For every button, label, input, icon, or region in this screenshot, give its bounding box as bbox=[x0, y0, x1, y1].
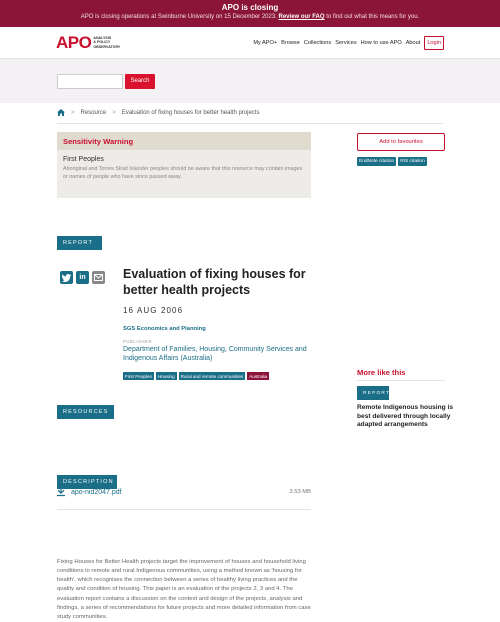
sidebar-actions bbox=[357, 130, 445, 166]
breadcrumb-current: Evaluation of fixing houses for better health projects bbox=[121, 110, 260, 116]
nav-how-to-use[interactable]: How to use APO bbox=[360, 39, 402, 46]
tag-australia[interactable]: Australia bbox=[249, 373, 268, 379]
nav-about[interactable]: About bbox=[405, 39, 421, 46]
report-type-label: REPORT bbox=[57, 236, 102, 250]
breadcrumb-separator: > bbox=[71, 110, 75, 116]
publisher-name[interactable]: Department of Families, Housing, Community Services and Indigenous Affairs (Australia) bbox=[123, 346, 307, 362]
banner-text-before: APO is closing operations at Swinburne University on 15 December 2023. bbox=[80, 14, 277, 20]
warning-title: First Peoples bbox=[63, 156, 104, 163]
main-nav bbox=[253, 36, 444, 50]
related-resource-link[interactable]: Remote Indigenous housing is best delivered through locally adapted arrangements bbox=[357, 404, 453, 429]
logo-mark: APO bbox=[56, 33, 92, 52]
ris-citation-button[interactable]: RIS citation bbox=[400, 159, 425, 164]
site-header bbox=[0, 27, 500, 59]
more-like-divider bbox=[357, 380, 445, 381]
twitter-icon[interactable] bbox=[60, 271, 73, 284]
search-button[interactable]: Search bbox=[125, 74, 155, 89]
breadcrumb-separator: > bbox=[112, 110, 116, 116]
tag-first-peoples[interactable]: First Peoples bbox=[125, 373, 152, 379]
description-label: DESCRIPTION bbox=[57, 475, 117, 489]
document-author[interactable]: SGS Economics and Planning bbox=[123, 326, 206, 332]
banner-text-after: to find out what this means for you. bbox=[326, 14, 420, 20]
file-size: 3.53 MB bbox=[289, 489, 311, 495]
resources-label: RESOURCES bbox=[57, 405, 114, 419]
share-icons bbox=[60, 271, 105, 284]
sensitivity-warning bbox=[57, 132, 311, 198]
breadcrumb-resource[interactable]: Resource bbox=[80, 110, 107, 116]
home-icon[interactable] bbox=[57, 109, 65, 118]
more-like-this-heading: More like this bbox=[357, 368, 406, 377]
nav-services[interactable]: Services bbox=[335, 39, 357, 46]
tag-list bbox=[123, 372, 269, 380]
search-bar bbox=[0, 59, 500, 103]
faq-link[interactable]: Review our FAQ bbox=[278, 14, 325, 20]
logo-subtitle: ANALYSIS & POLICY OBSERVATORY bbox=[93, 36, 121, 49]
tag-housing[interactable]: Housing bbox=[157, 373, 175, 379]
search-input[interactable] bbox=[57, 74, 123, 89]
closing-banner bbox=[0, 0, 500, 27]
breadcrumb bbox=[0, 103, 500, 123]
apo-logo[interactable] bbox=[56, 34, 120, 51]
breadcrumb-divider bbox=[57, 123, 443, 124]
file-divider bbox=[57, 509, 311, 510]
nav-collections[interactable]: Collections bbox=[303, 39, 332, 46]
publisher-label: PUBLISHER bbox=[123, 339, 153, 344]
banner-text bbox=[0, 14, 500, 20]
document-title: Evaluation of fixing houses for better health projects bbox=[123, 267, 306, 298]
warning-text: Aboriginal and Torres Strait Islander peoples should be aware that this resource may contain images or names of people who have since passed away. bbox=[63, 166, 303, 181]
nav-my-apo[interactable]: My APO+ bbox=[253, 39, 278, 46]
more-report-label: REPORT bbox=[357, 386, 389, 400]
tag-rural-remote[interactable]: Rural and remote communities bbox=[180, 373, 244, 379]
endnote-citation-button[interactable]: EndNote citation bbox=[359, 159, 395, 164]
linkedin-icon[interactable]: in bbox=[76, 271, 89, 284]
file-name[interactable]: apo-nid2047.pdf bbox=[71, 488, 122, 496]
description-text: Fixing Houses for Better Health projects target the improvement of houses and household living conditions in remote and rural Indigenous communities, using a method known as 'housing for health', which recognises the connection between a series of healthy living practices and the quality and condition of housing. This paper is an evaluation of the projects 2, 3 and 4. The evaluation report contains a discussion on the context and design of the projects, analysis and findings, a series of recommendations for future projects and more detailed information from case study communities. bbox=[57, 559, 311, 620]
warning-heading: Sensitivity Warning bbox=[57, 132, 311, 150]
login-button[interactable]: Login bbox=[424, 36, 444, 50]
publication-date: 16 AUG 2006 bbox=[123, 306, 184, 315]
nav-browse[interactable]: Browse bbox=[281, 39, 300, 46]
citation-buttons bbox=[357, 157, 445, 166]
add-to-favourites-button[interactable]: Add to favourites bbox=[357, 133, 445, 151]
email-icon[interactable] bbox=[92, 271, 105, 284]
banner-title: APO is closing bbox=[221, 3, 279, 12]
